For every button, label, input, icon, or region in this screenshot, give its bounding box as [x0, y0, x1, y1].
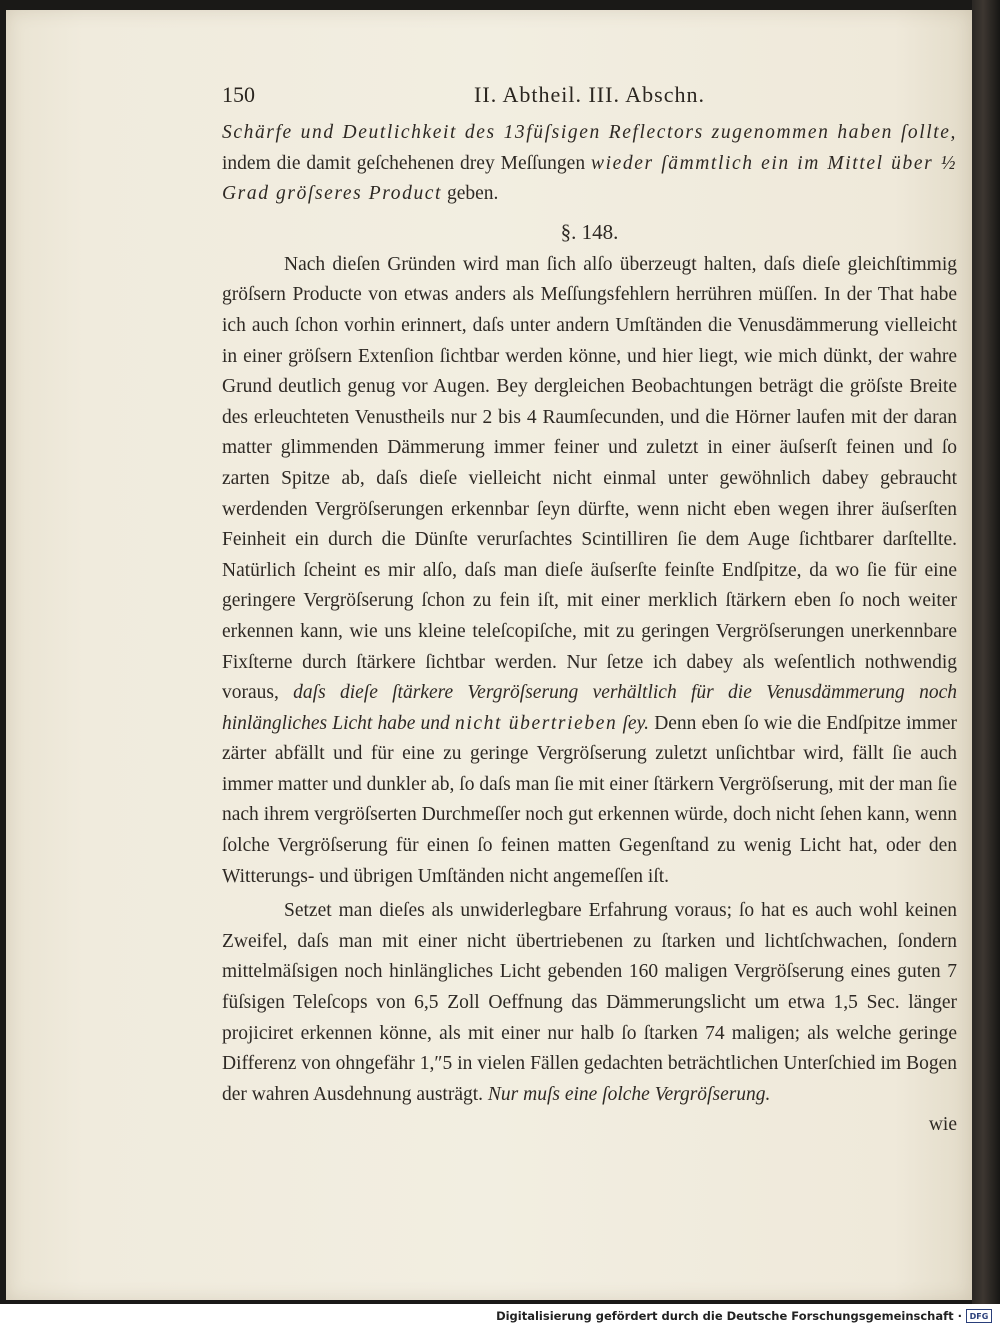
page-body	[222, 118, 957, 1141]
body-span: indem die damit geſchehenen drey Meſſungen	[222, 152, 592, 174]
page-number: 150	[222, 82, 255, 107]
emphasis-text: ſey.	[617, 712, 650, 734]
section-heading: §. 148.	[560, 219, 619, 244]
running-head: II. Abtheil. III. Abschn.	[474, 82, 705, 107]
page-header	[222, 82, 957, 116]
body-span: Setzet man dieſes als unwiderlegbare Erfahrung voraus; ſo hat es auch wohl keinen Zweifel, daſs man mit einer nicht übertriebenen zu ſtarken und lichtſchwachen, ſondern mittelmäſsigen noch hinlängliches Licht gebenden 160 maligen Vergröſserung eines guten 7 füſsigen Teleſcops von 6,5 Zoll Oeffnung das Dämmerungslicht um etwa 1,5 Sec. länger projiciret erkennen könne, als mit einer nur halb ſo ſtarken 74 maligen; als welche geringe Differenz von ohngefähr 1,″5 in vielen Fällen gedachten beträchtlichen Unterſchied im Bogen der wahren Ausdehnung austrägt.	[222, 900, 957, 1105]
emphasis-text: Schärfe und Deutlichkeit des 13füſsigen Reflectors zugenommen haben ſollte,	[222, 122, 957, 143]
catchword: wie	[928, 1114, 957, 1136]
emphasis-text: wieder ſämmtlich ein im Mittel über ½ Grad gröſseres Product	[222, 152, 957, 205]
paragraph	[222, 896, 957, 1110]
footer-credit: Digitalisierung gefördert durch die Deutsche Forschungsgemeinschaft ·	[496, 1309, 962, 1323]
book-edge	[972, 0, 1000, 1304]
paragraph	[222, 250, 957, 892]
body-span: Nach dieſen Gründen wird man ſich alſo überzeugt halten, daſs dieſe gleichſtimmig gröſsern Producte von etwas anders als Meſſungsfehlern herrühren müſſen. In der That habe ich auch ſchon vorhin erinnert, daſs unter andern Umſtänden die Venusdämmerung vielleicht in einer gröſsern Extenſion ſichtbar werden könne, und hier liegt, wie mich dünkt, der wahre Grund deutlich genug vor Augen. Bey dergleichen Beobachtungen beträgt die gröſste Breite des erleuchteten Venustheils nur 2 bis 4 Raumſecunden, und die Hörner laufen mit der daran matter glimmenden Dämmerung immer feiner und zuletzt in einer äuſserſt feinen und ſo zarten Spitze ab, daſs dieſe vielleicht nicht einmal unter gewöhnlich dabey gebraucht werdenden Vergröſserungen erkennbar ſeyn dürfte, wenn nicht eben wegen ihrer äuſserſten Feinheit ein durch die Dünſte verurſachtes Scintilliren ſie dem Auge ſichtbarer darſtellte. Natürlich ſcheint es mir alſo, daſs man dieſe äuſserſte feinſte Endſpitze, da wo ſie für eine geringere Vergröſserung ſchon zu fein iſt, mit einer merklich ſtärkern eben ſo noch weiter erkennen kann, wie uns kleine teleſcopiſche, mit zu geringen Vergröſserungen unerkennbare Fixſterne durch ſtärkere ſichtbar werden. Nur ſetze ich dabey als weſentlich nothwendig voraus,	[222, 253, 957, 704]
paragraph-continued	[222, 118, 957, 210]
dfg-logo-icon: DFG	[966, 1309, 992, 1323]
digitization-footer	[0, 1304, 1000, 1328]
emphasis-text: nicht übertrieben	[454, 712, 618, 734]
body-span: Denn eben ſo wie die Endſpitze immer zärter abfällt und für eine zu geringe Vergröſserung zuletzt unſichtbar wird, fällt ſie auch immer matter und dunkler ab, ſo daſs man ſie mit einer ſtärkern Vergröſserung, mit der man ſie nach ihrem vergröſserten Durchmeſſer noch gut erkennen würde, doch nicht ſehen kann, wenn ſolche Vergröſserung für einen ſo feinen matten Gegenſtand zu wenig Licht hat, oder den Witterungs- und übrigen Umſtänden nicht angemeſſen iſt.	[222, 712, 958, 887]
emphasis-text: daſs dieſe ſtärkere Vergröſserung verhältlich für die Venusdämmerung noch hinlängliches Licht habe und	[222, 682, 957, 734]
emphasis-text: Nur muſs eine ſolche Vergröſserung.	[487, 1083, 771, 1105]
body-span: geben.	[442, 183, 499, 205]
